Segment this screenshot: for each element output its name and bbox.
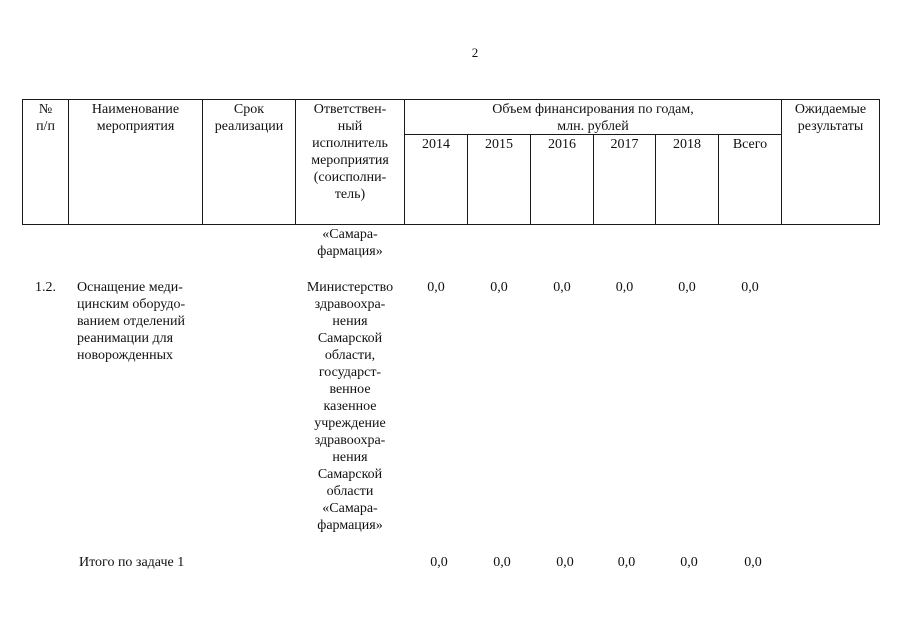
total-2016: 0,0 (556, 555, 574, 570)
header-funding: Объем финансирования по годам, млн. рублей (492, 102, 694, 134)
total-all: 0,0 (744, 555, 762, 570)
row-activity-name: Оснащение меди- цинским оборудо- ванием отделений реанимации для новорожденных (77, 280, 186, 363)
header-year-2018: 2018 (673, 137, 701, 152)
total-label: Итого по задаче 1 (79, 555, 185, 570)
header-bottom-border (22, 224, 880, 225)
executor-line: нения (332, 450, 368, 465)
header-term: Срок реализации (214, 102, 284, 134)
executor-line: здравоохра- (314, 297, 386, 312)
executor-line: венное (329, 382, 371, 397)
value-2014: 0,0 (427, 280, 445, 295)
executor-line: фармация» (317, 518, 383, 533)
executor-line: учреждение (314, 416, 386, 431)
total-2017: 0,0 (617, 555, 636, 570)
executor-line: здравоохра- (314, 433, 386, 448)
executor-line: «Самара- (322, 227, 378, 242)
header-year-2014: 2014 (422, 137, 450, 152)
executor-line: казенное (323, 399, 377, 414)
table-right-border (879, 99, 880, 225)
total-2018: 0,0 (680, 555, 698, 570)
value-2017: 0,0 (615, 280, 634, 295)
executor-line: государст- (318, 365, 382, 380)
value-2016: 0,0 (553, 280, 571, 295)
row-number: 1.2. (35, 280, 56, 295)
header-executor: Ответствен- ный исполнитель мероприятия (соисполни- тель) (311, 102, 389, 202)
executor-line: «Самара- (322, 501, 378, 516)
value-total: 0,0 (741, 280, 759, 295)
header-year-2015: 2015 (485, 137, 513, 152)
executor-line: нения (332, 314, 368, 329)
continuation-executor (296, 226, 404, 260)
executor-line: Самарской (317, 467, 383, 482)
header-results: Ожидаемые результаты (794, 102, 867, 134)
executor-line: фармация» (317, 244, 383, 259)
executor-line: Самарской (317, 331, 383, 346)
page-number: 2 (471, 45, 479, 60)
header-year-2017: 2017 (610, 137, 639, 152)
row-executor (296, 279, 404, 534)
header-year-2016: 2016 (548, 137, 576, 152)
header-num: № п/п (36, 102, 55, 134)
table-top-border (22, 99, 880, 100)
executor-line: области, (324, 348, 376, 363)
value-2015: 0,0 (490, 280, 508, 295)
executor-line: области (326, 484, 374, 499)
executor-line: Министерство (306, 280, 394, 295)
total-2015: 0,0 (493, 555, 511, 570)
header-total: Всего (732, 137, 768, 152)
value-2018: 0,0 (678, 280, 696, 295)
header-name: Наименование мероприятия (91, 102, 180, 134)
total-2014: 0,0 (430, 555, 448, 570)
